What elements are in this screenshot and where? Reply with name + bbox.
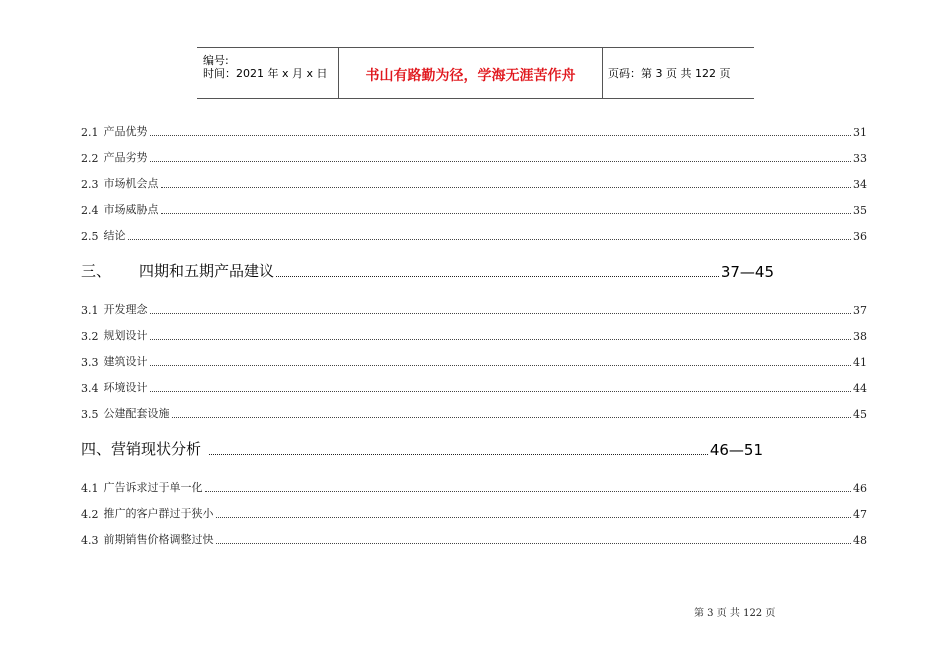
dot-leader [276,275,719,277]
toc-title: 产品劣势 [103,151,148,164]
toc-num: 3.4 [81,382,99,395]
toc-entry-3-2[interactable] [81,325,867,343]
dot-leader [150,390,852,392]
toc-page: 47 [853,508,867,521]
chapter-pages: 46—51 [709,441,763,459]
header-meta-cell [197,48,338,98]
toc-num: 2.5 [81,230,99,243]
toc-title: 建筑设计 [103,355,148,368]
toc-num: 3.2 [81,330,99,343]
toc-num: 2.3 [81,178,99,191]
toc-page: 35 [853,204,867,217]
toc-entry-2-2[interactable] [81,147,867,165]
toc-title: 规划设计 [103,329,148,342]
dot-leader [128,238,852,240]
toc-entry-3-4[interactable] [81,377,867,395]
toc-page: 33 [853,152,867,165]
toc-title: 环境设计 [103,381,148,394]
toc-title: 产品优势 [103,125,148,138]
dot-leader [172,416,852,418]
dot-leader [216,516,852,518]
dot-leader [150,338,852,340]
number-label: 编号: [203,54,229,67]
toc-title: 市场威胁点 [103,203,159,216]
toc-title: 开发理念 [103,303,148,316]
toc-title: 前期销售价格调整过快 [103,533,214,546]
toc-page: 37 [853,304,867,317]
toc-entry-2-4[interactable] [81,199,867,217]
dot-leader [209,453,708,455]
page-code: 页码：第 3 页 共 122 页 [608,67,731,80]
toc-entry-3-5[interactable] [81,403,867,421]
toc-page: 36 [853,230,867,243]
toc-title: 推广的客户群过于狭小 [103,507,214,520]
header-motto-cell [338,48,603,98]
header-pagecode-cell [602,48,754,98]
toc-page: 34 [853,178,867,191]
toc-entry-4-1[interactable] [81,477,867,495]
toc-entry-3-3[interactable] [81,351,867,369]
toc-entry-3-1[interactable] [81,299,867,317]
page-header [197,47,754,99]
toc-title: 广告诉求过于单一化 [103,481,203,494]
toc-page: 48 [853,534,867,547]
toc-entry-2-1[interactable] [81,121,867,139]
dot-leader [205,490,852,492]
dot-leader [150,160,852,162]
toc-num: 3.5 [81,408,99,421]
toc-title: 市场机会点 [103,177,159,190]
toc-page: 45 [853,408,867,421]
toc-num: 3.3 [81,356,99,369]
chapter-num: 三、 [81,262,112,280]
dot-leader [216,542,852,544]
toc-page: 38 [853,330,867,343]
toc-num: 4.2 [81,508,99,521]
toc-num: 4.1 [81,482,99,495]
toc-entry-4-3[interactable] [81,529,867,547]
toc-num: 2.1 [81,126,99,139]
chapter-title: 四期和五期产品建议 [139,262,275,280]
page-footer: 第 3 页 共 122 页 [694,608,776,619]
toc-num: 4.3 [81,534,99,547]
dot-leader [161,212,852,214]
toc-num: 2.2 [81,152,99,165]
toc-title: 公建配套设施 [103,407,170,420]
toc-page: 31 [853,126,867,139]
toc-page: 41 [853,356,867,369]
toc-entry-2-5[interactable] [81,225,867,243]
toc-chapter-3[interactable] [81,259,774,281]
dot-leader [161,186,852,188]
dot-leader [150,312,852,314]
chapter-title: 四、营销现状分析 [81,440,202,458]
time-label: 时间：2021 年 x 月 x 日 [203,67,328,80]
toc-chapter-4[interactable] [81,437,763,459]
toc-page: 46 [853,482,867,495]
chapter-pages: 37—45 [720,263,774,281]
toc-page: 44 [853,382,867,395]
motto-text: 书山有路勤为径，学海无涯苦作舟 [365,68,576,84]
toc-entry-2-3[interactable] [81,173,867,191]
dot-leader [150,364,852,366]
dot-leader [150,134,852,136]
toc-num: 3.1 [81,304,99,317]
toc-num: 2.4 [81,204,99,217]
toc-entry-4-2[interactable] [81,503,867,521]
toc-title: 结论 [103,229,126,242]
